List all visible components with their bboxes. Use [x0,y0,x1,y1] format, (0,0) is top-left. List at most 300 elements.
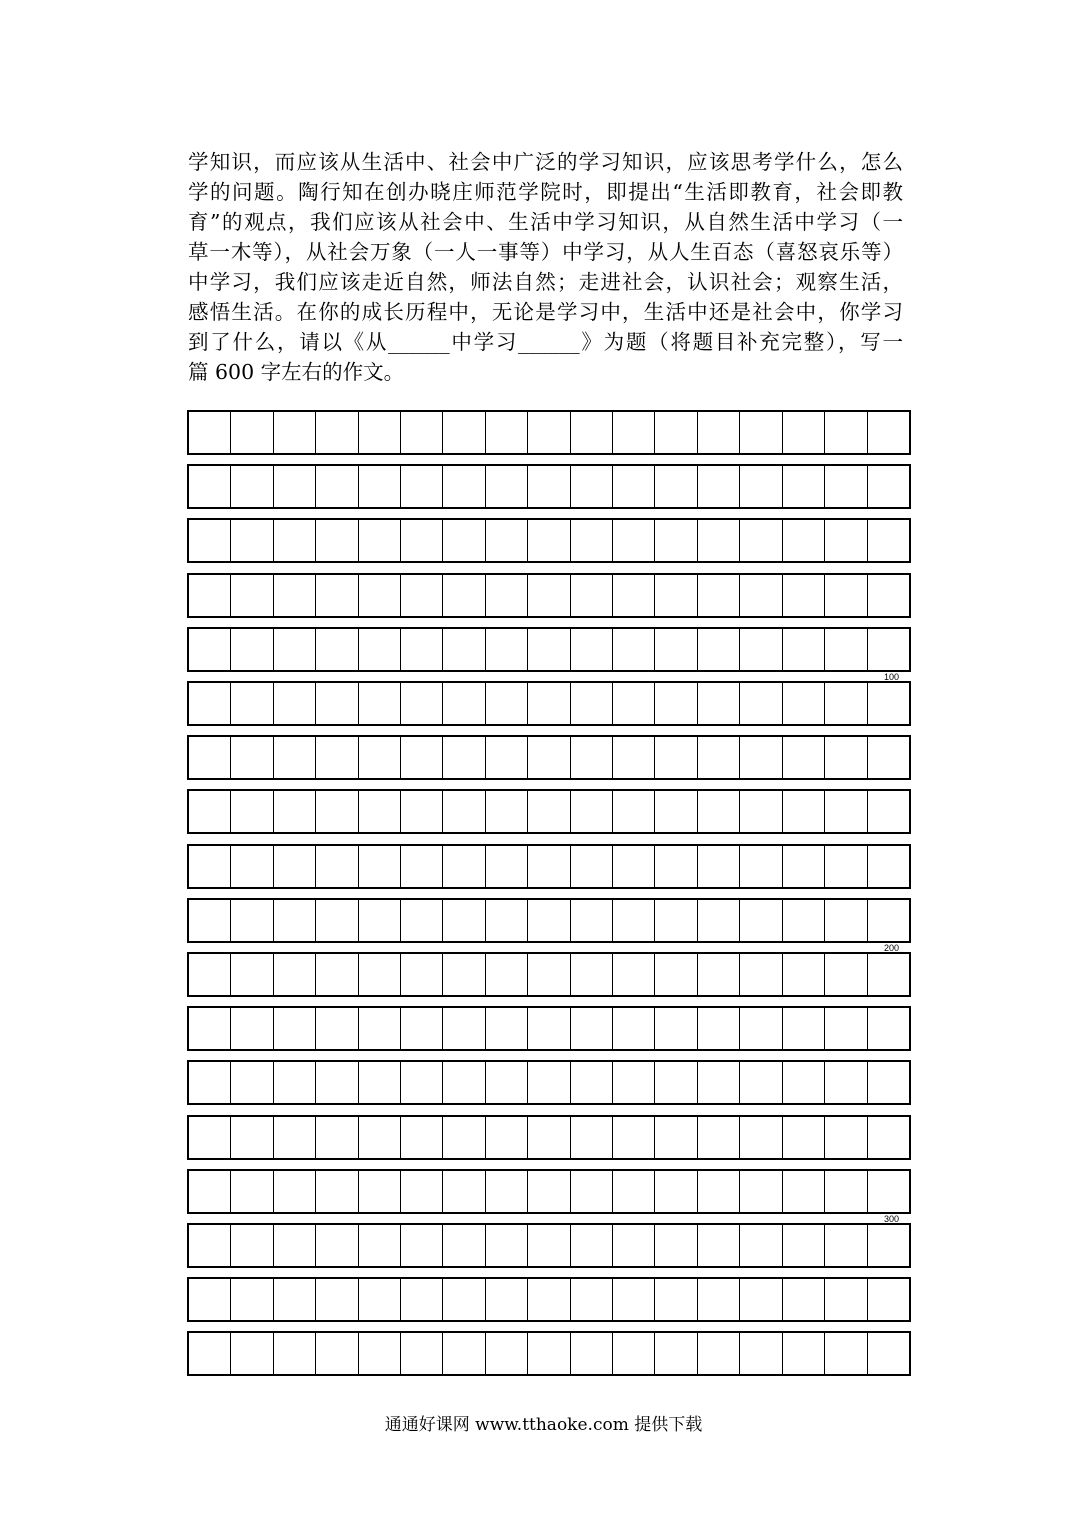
grid-cell [443,629,485,670]
grid-cell [613,466,655,507]
grid-cell [359,737,401,778]
grid-row [187,1169,911,1214]
footer-credit: 通通好课网 www.tthaoke.com 提供下载 [384,1415,703,1435]
grid-cell [613,1225,655,1266]
grid-cell [231,466,273,507]
grid-cell [740,520,782,561]
grid-row [187,681,911,726]
grid-cell [825,791,867,832]
grid-cell [740,954,782,995]
grid-cell [231,1279,273,1320]
grid-cell [359,1279,401,1320]
grid-cell [825,1279,867,1320]
grid-cell [783,954,825,995]
grid-cell [189,1225,231,1266]
grid-cell [783,520,825,561]
grid-cell [571,1171,613,1212]
grid-cell [231,846,273,887]
grid-cell [359,575,401,616]
grid-cell [443,520,485,561]
grid-cell [740,629,782,670]
grid-cell [528,466,570,507]
grid-cell [401,1062,443,1103]
grid-cell [783,1117,825,1158]
grid-cell [571,1008,613,1049]
grid-cell [613,1008,655,1049]
grid-cell [783,629,825,670]
grid-cell [825,466,867,507]
grid-cell [783,1062,825,1103]
prompt-line: 感悟生活。在你的成长历程中，无论是学习中，生活中还是社会中，你学习 [188,300,903,324]
grid-cell [783,900,825,941]
grid-cell [401,737,443,778]
grid-cell [868,1171,909,1212]
grid-cell [189,1279,231,1320]
grid-cell [316,791,358,832]
grid-cell [571,1062,613,1103]
grid-cell [698,629,740,670]
grid-cell [528,1171,570,1212]
grid-cell [486,1008,528,1049]
prompt-line: 学知识，而应该从生活中、社会中广泛的学习知识，应该思考学什么，怎么 [188,150,903,174]
grid-cell [571,846,613,887]
grid-cell [528,1008,570,1049]
grid-cell [825,683,867,724]
grid-cell [231,791,273,832]
grid-cell [231,575,273,616]
prompt-line: 育”的观点，我们应该从社会中、生活中学习知识，从自然生活中学习（一 [188,210,903,234]
grid-cell [316,629,358,670]
grid-cell [571,1225,613,1266]
grid-cell [698,683,740,724]
grid-cell [698,520,740,561]
prompt-line: 中学习，我们应该走近自然，师法自然；走进社会，认识社会；观察生活， [188,270,903,294]
grid-cell [528,412,570,453]
grid-cell [316,737,358,778]
grid-cell [316,1279,358,1320]
grid-cell [655,1008,697,1049]
grid-cell [655,737,697,778]
grid-cell [443,412,485,453]
grid-cell [528,1117,570,1158]
grid-cell [655,683,697,724]
grid-cell [613,520,655,561]
grid-cell [528,575,570,616]
grid-cell [401,575,443,616]
grid-row [187,789,911,834]
grid-cell [613,1062,655,1103]
grid-cell [571,520,613,561]
grid-cell [655,575,697,616]
grid-cell [401,1279,443,1320]
grid-cell [443,954,485,995]
grid-cell [868,1279,909,1320]
grid-cell [401,791,443,832]
grid-cell [783,1279,825,1320]
grid-cell [443,683,485,724]
grid-cell [401,846,443,887]
grid-cell [655,466,697,507]
grid-cell [825,737,867,778]
grid-cell [274,683,316,724]
grid-cell [316,1171,358,1212]
grid-cell [698,1008,740,1049]
grid-cell [655,629,697,670]
grid-cell [274,737,316,778]
grid-cell [783,846,825,887]
grid-cell [571,737,613,778]
grid-cell [486,900,528,941]
grid-cell [274,575,316,616]
grid-cell [316,1333,358,1374]
grid-cell [486,791,528,832]
grid-cell [486,737,528,778]
grid-cell [231,954,273,995]
grid-cell [401,1225,443,1266]
grid-row [187,952,911,997]
grid-cell [698,466,740,507]
grid-cell [189,1333,231,1374]
grid-cell [528,954,570,995]
grid-cell [655,1062,697,1103]
grid-cell [528,791,570,832]
grid-cell [231,900,273,941]
grid-row [187,627,911,672]
grid-cell [359,1008,401,1049]
grid-cell [274,1171,316,1212]
grid-cell [698,412,740,453]
grid-cell [571,900,613,941]
grid-cell [359,900,401,941]
grid-cell [655,791,697,832]
grid-cell [401,412,443,453]
grid-cell [189,791,231,832]
grid-cell [868,1117,909,1158]
grid-cell [825,1008,867,1049]
grid-cell [571,629,613,670]
grid-cell [825,900,867,941]
grid-cell [868,846,909,887]
grid-cell [189,412,231,453]
grid-cell [401,900,443,941]
grid-row [187,573,911,618]
grid-cell [359,520,401,561]
grid-cell [868,1008,909,1049]
grid-cell [189,737,231,778]
grid-cell [274,412,316,453]
grid-cell [571,1279,613,1320]
grid-cell [528,1225,570,1266]
grid-cell [698,1333,740,1374]
grid-cell [868,466,909,507]
grid-row [187,1060,911,1105]
grid-cell [443,1062,485,1103]
grid-cell [613,1171,655,1212]
grid-cell [359,1333,401,1374]
grid-row [187,735,911,780]
grid-cell [486,1117,528,1158]
grid-cell [274,1008,316,1049]
grid-cell [189,846,231,887]
grid-cell [655,1279,697,1320]
grid-cell [571,1333,613,1374]
grid-cell [613,683,655,724]
grid-cell [740,791,782,832]
grid-cell [868,412,909,453]
grid-cell [359,683,401,724]
grid-cell [613,900,655,941]
grid-cell [825,1117,867,1158]
grid-cell [316,520,358,561]
grid-cell [698,1225,740,1266]
grid-cell [231,629,273,670]
grid-cell [740,1062,782,1103]
grid-cell [274,954,316,995]
grid-cell [443,846,485,887]
grid-row [187,1115,911,1160]
grid-cell [571,791,613,832]
word-count-marker: 100 [884,672,900,682]
grid-cell [740,575,782,616]
grid-cell [783,1171,825,1212]
grid-cell [401,1171,443,1212]
grid-cell [443,900,485,941]
grid-cell [359,1225,401,1266]
grid-cell [528,846,570,887]
grid-cell [783,466,825,507]
grid-cell [655,954,697,995]
grid-row [187,898,911,943]
grid-cell [401,629,443,670]
grid-cell [528,629,570,670]
grid-cell [486,466,528,507]
grid-cell [613,1279,655,1320]
grid-row [187,464,911,509]
grid-cell [443,1171,485,1212]
grid-cell [528,520,570,561]
grid-cell [868,1062,909,1103]
grid-cell [486,520,528,561]
grid-cell [189,954,231,995]
grid-cell [189,520,231,561]
grid-cell [868,954,909,995]
grid-cell [189,629,231,670]
grid-cell [231,412,273,453]
prompt-line: 学的问题。陶行知在创办晓庄师范学院时，即提出“生活即教育，社会即教 [188,180,903,204]
grid-cell [613,1117,655,1158]
grid-cell [486,1062,528,1103]
grid-cell [740,1171,782,1212]
grid-cell [274,1062,316,1103]
grid-cell [740,900,782,941]
grid-cell [825,1062,867,1103]
grid-cell [274,629,316,670]
grid-cell [825,954,867,995]
grid-cell [189,575,231,616]
grid-cell [401,1117,443,1158]
grid-cell [443,1008,485,1049]
grid-cell [274,1117,316,1158]
grid-cell [571,683,613,724]
grid-cell [316,1117,358,1158]
grid-cell [698,1062,740,1103]
grid-cell [316,846,358,887]
grid-cell [571,1117,613,1158]
grid-cell [231,683,273,724]
grid-cell [486,1333,528,1374]
grid-cell [443,1225,485,1266]
grid-cell [401,954,443,995]
grid-cell [189,683,231,724]
prompt-line: 到了什么，请以《从______中学习______》为题（将题目补充完整），写一 [188,330,903,354]
grid-cell [528,737,570,778]
grid-cell [486,846,528,887]
grid-cell [868,575,909,616]
grid-cell [359,629,401,670]
grid-cell [868,1333,909,1374]
grid-cell [613,791,655,832]
grid-cell [443,1333,485,1374]
grid-cell [359,1117,401,1158]
grid-cell [189,1171,231,1212]
grid-cell [486,412,528,453]
grid-cell [231,1333,273,1374]
grid-cell [189,900,231,941]
grid-cell [740,1225,782,1266]
grid-cell [655,1333,697,1374]
grid-cell [401,1008,443,1049]
grid-cell [316,1008,358,1049]
grid-cell [274,1225,316,1266]
grid-cell [655,1225,697,1266]
grid-cell [613,1333,655,1374]
grid-cell [231,737,273,778]
grid-cell [274,466,316,507]
grid-cell [698,954,740,995]
grid-cell [316,1225,358,1266]
prompt-line: 篇 600 字左右的作文。 [188,360,405,384]
grid-cell [868,683,909,724]
grid-cell [783,1333,825,1374]
grid-cell [231,1171,273,1212]
grid-cell [825,412,867,453]
grid-cell [359,791,401,832]
grid-cell [740,1117,782,1158]
grid-cell [655,412,697,453]
grid-cell [316,466,358,507]
grid-cell [316,1062,358,1103]
grid-cell [740,412,782,453]
grid-row [187,1331,911,1376]
grid-cell [443,1279,485,1320]
grid-cell [825,1333,867,1374]
grid-row [187,1006,911,1051]
grid-row [187,1223,911,1268]
grid-cell [571,466,613,507]
grid-cell [783,683,825,724]
grid-cell [571,954,613,995]
grid-cell [825,520,867,561]
grid-cell [316,954,358,995]
grid-cell [740,1008,782,1049]
grid-cell [528,683,570,724]
grid-cell [359,1062,401,1103]
grid-cell [655,1117,697,1158]
grid-cell [783,1225,825,1266]
grid-cell [486,575,528,616]
grid-cell [868,520,909,561]
grid-cell [571,575,613,616]
grid-cell [698,1171,740,1212]
grid-cell [316,412,358,453]
grid-cell [486,954,528,995]
grid-cell [231,1225,273,1266]
grid-cell [316,575,358,616]
grid-cell [274,1333,316,1374]
grid-row [187,1277,911,1322]
grid-cell [783,1008,825,1049]
grid-cell [528,1333,570,1374]
grid-cell [698,791,740,832]
grid-cell [189,466,231,507]
grid-cell [274,520,316,561]
grid-cell [359,412,401,453]
grid-cell [868,791,909,832]
grid-cell [443,575,485,616]
grid-cell [486,1225,528,1266]
grid-cell [274,1279,316,1320]
grid-cell [231,520,273,561]
grid-cell [783,412,825,453]
grid-cell [443,791,485,832]
grid-cell [231,1062,273,1103]
grid-cell [274,791,316,832]
grid-cell [486,1171,528,1212]
grid-cell [868,629,909,670]
grid-cell [231,1008,273,1049]
grid-cell [359,954,401,995]
grid-cell [189,1062,231,1103]
grid-cell [783,575,825,616]
grid-cell [698,1117,740,1158]
grid-cell [655,520,697,561]
grid-cell [783,791,825,832]
grid-cell [528,900,570,941]
grid-cell [825,629,867,670]
grid-cell [359,466,401,507]
grid-cell [359,846,401,887]
grid-cell [528,1062,570,1103]
grid-cell [868,737,909,778]
grid-cell [698,846,740,887]
grid-cell [528,1279,570,1320]
grid-cell [740,846,782,887]
grid-cell [825,575,867,616]
grid-cell [189,1117,231,1158]
grid-cell [740,737,782,778]
grid-cell [783,737,825,778]
grid-cell [740,1333,782,1374]
grid-cell [698,575,740,616]
word-count-marker: 300 [884,1214,900,1224]
grid-cell [401,683,443,724]
grid-cell [613,737,655,778]
grid-cell [825,1225,867,1266]
grid-row [187,518,911,563]
grid-cell [740,683,782,724]
grid-cell [486,1279,528,1320]
grid-cell [571,412,613,453]
